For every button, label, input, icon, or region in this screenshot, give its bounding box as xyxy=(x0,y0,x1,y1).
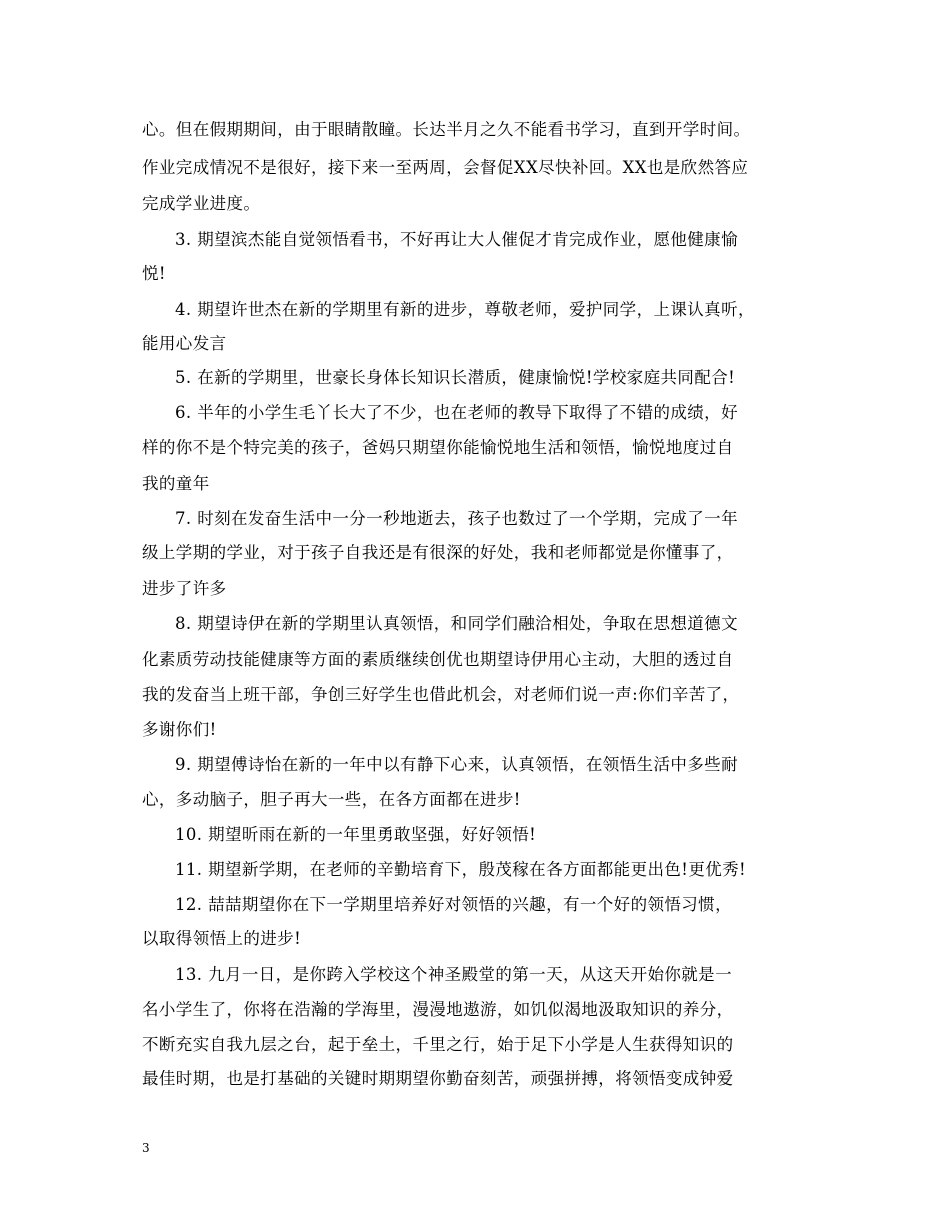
text-line: 多谢你们! xyxy=(142,720,217,739)
text-line: 最佳时期，也是打基础的关键时期期望你勤奋刻苦，顽强拼搏，将领悟变成钟爱 xyxy=(142,1069,734,1088)
text-line: 我的发奋当上班干部，争创三好学生也借此机会，对老师们说一声:你们辛苦了， xyxy=(142,685,740,704)
list-item-11: 11. 期望新学期，在老师的辛勤培育下，殷茂稼在各方面都能更出色!更优秀! xyxy=(175,860,747,879)
text-line: 完成学业进度。 xyxy=(142,194,261,213)
list-item-12: 12. 喆喆期望你在下一学期里培养好对领悟的兴趣，有一个好的领悟习惯， xyxy=(175,895,732,914)
text-line: 作业完成情况不是很好，接下来一至两周，会督促XX尽快补回。XX也是欣然答应 xyxy=(142,158,749,177)
list-item-6: 6. 半年的小学生毛丫长大了不少，也在老师的教导下取得了不错的成绩，好 xyxy=(175,403,738,422)
text-line: 心。但在假期期间，由于眼睛散瞳。长达半月之久不能看书学习，直到开学时间。 xyxy=(142,120,751,139)
text-line: 化素质劳动技能健康等方面的素质继续创优也期望诗伊用心主动，大胆的透过自 xyxy=(142,650,734,669)
text-line: 级上学期的学业，对于孩子自我还是有很深的好处，我和老师都觉是你懂事了， xyxy=(142,543,734,562)
list-item-10: 10. 期望昕雨在新的一年里勇敢坚强，好好领悟! xyxy=(175,825,537,844)
text-line: 不断充实自我九层之台，起于垒土，千里之行，始于足下小学是人生获得知识的 xyxy=(142,1035,734,1054)
list-item-8: 8. 期望诗伊在新的学期里认真领悟，和同学们融洽相处，争取在思想道德文 xyxy=(175,614,738,633)
text-line: 心，多动脑子，胆子再大一些，在各方面都在进步! xyxy=(142,790,521,809)
text-line: 悦! xyxy=(142,264,166,283)
text-line: 以取得领悟上的进步! xyxy=(142,929,302,948)
list-item-7: 7. 时刻在发奋生活中一分一秒地逝去，孩子也数过了一个学期，完成了一年 xyxy=(175,509,738,528)
list-item-5: 5. 在新的学期里，世豪长身体长知识长潜质，健康愉悦!学校家庭共同配合! xyxy=(175,368,736,387)
text-line: 进步了许多 xyxy=(142,579,227,598)
list-item-4: 4. 期望许世杰在新的学期里有新的进步，尊敬老师，爱护同学，上课认真听， xyxy=(175,300,755,319)
text-line: 名小学生了，你将在浩瀚的学海里，漫漫地遨游，如饥似渴地汲取知识的养分， xyxy=(142,1000,734,1019)
list-item-3: 3. 期望滨杰能自觉领悟看书，不好再让大人催促才肯完成作业，愿他健康愉 xyxy=(175,230,738,249)
page-number: 3 xyxy=(142,1141,150,1155)
list-item-9: 9. 期望傅诗怡在新的一年中以有静下心来，认真领悟，在领悟生活中多些耐 xyxy=(175,755,738,774)
text-line: 能用心发言 xyxy=(142,334,227,353)
text-line: 样的你不是个特完美的孩子，爸妈只期望你能愉悦地生活和领悟，愉悦地度过自 xyxy=(142,438,734,457)
text-line: 我的童年 xyxy=(142,474,210,493)
list-item-13: 13. 九月一日，是你跨入学校这个神圣殿堂的第一天，从这天开始你就是一 xyxy=(175,965,732,984)
